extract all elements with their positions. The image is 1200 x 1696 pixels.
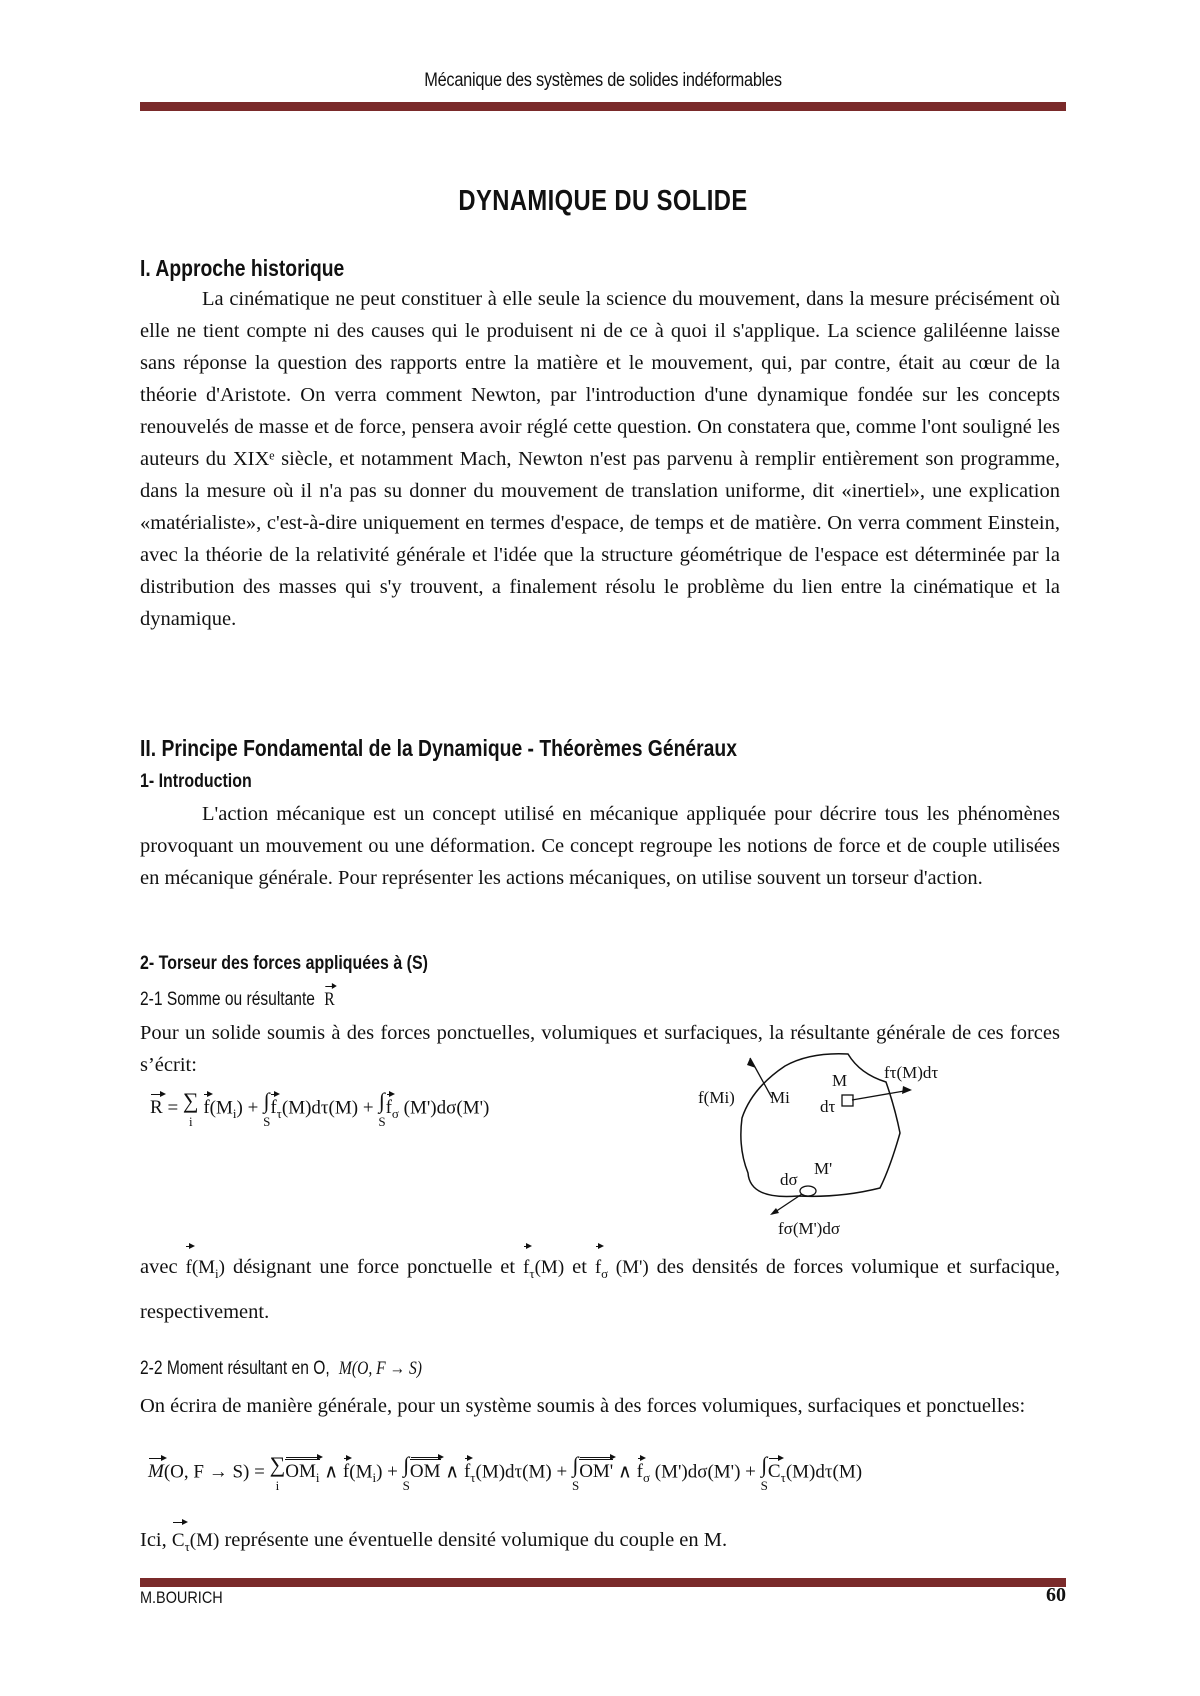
subsection-2-1-paragraph: Pour un solide soumis à des forces ponctuelles, volumiques et surfaciques, la résultante générale de ces forces s’écrit: (140, 1022, 1060, 1076)
label-f-tau: fτ(M)dτ (884, 1063, 939, 1082)
page-number: 60 (1046, 1584, 1066, 1606)
subsection-2-1-after-text: avec $f(M_i)$ désignant une force ponctuelle et $f_\tau(M)$ et $f_\sigma$ (M') des densités de forces volumique et surfacique, respectivement. (140, 1248, 1060, 1331)
resultant-symbol: R (324, 989, 335, 1010)
moment-symbol: M(O, F → S) (338, 1358, 422, 1379)
label-m: M (832, 1071, 848, 1090)
force-diagram (690, 1048, 980, 1243)
label-dtau: dτ (820, 1097, 836, 1116)
section-2-heading: II. Principe Fondamental de la Dynamique - Théorèmes Généraux (140, 735, 737, 761)
label-f-sigma: fσ(M')dσ (778, 1219, 840, 1238)
subsection-2-1-heading (140, 989, 335, 1011)
resultant-formula: R = ∑ i $f(M_i)$ + ∫ S $f_\tau(M)d\tau(M)$ + ∫ S $f_\sigma$ (M')dσ(M') (150, 1088, 490, 1129)
header-rule (140, 102, 1066, 111)
label-mi: Mi (770, 1088, 790, 1107)
footer-author: M.BOURICH (140, 1588, 223, 1607)
f-tau-arrowhead (902, 1086, 912, 1094)
subsection-2-2-label: 2-2 Moment résultant en O, (140, 1358, 330, 1379)
moment-formula: M(O, F → S) = ∑ i $OM_i$ ∧ $f(M_i)$ + ∫ S OM ∧ $f_\tau(M)d\tau(M)$ + ∫ S OM' ∧ $f_\sigma$ (M')dσ(M') + ∫ S $C_\tau(M)d\tau(M)$ (148, 1452, 863, 1493)
subsection-2-1-label: 2-1 Somme ou résultante (140, 989, 315, 1010)
page-title: DYNAMIQUE DU SOLIDE (458, 185, 748, 217)
surface-element (800, 1186, 816, 1196)
subsection-2-2-paragraph: On écrira de manière générale, pour un système soumis à des forces volumiques, surfaciques et ponctuelles: (140, 1395, 1026, 1417)
subsection-1-paragraph: L'action mécanique est un concept utilisé en mécanique appliquée pour décrire tous les phénomènes provoquant un mouvement ou une déformation. Ce concept regroupe les notions de force et de couple utilisées en mécanique générale. Pour représenter les actions mécaniques, on utilise souvent un torseur d'action. (140, 803, 1060, 889)
subsection-2-2-heading (140, 1358, 422, 1380)
subsection-2-2-closing: Ici, $C_\tau(M)$ représente une éventuelle densité volumique du couple en M. (140, 1524, 1060, 1563)
running-header: Mécanique des systèmes de solides indéformables (424, 70, 782, 91)
f-tau-arrow (852, 1090, 910, 1100)
label-f-mi: f(Mi) (698, 1088, 735, 1107)
section-1-heading: I. Approche historique (140, 255, 345, 281)
footer-rule (140, 1578, 1066, 1587)
volume-element (842, 1095, 853, 1106)
label-m-prime: M' (814, 1159, 833, 1178)
label-dsigma: dσ (780, 1170, 798, 1189)
f-sigma-arrowhead (770, 1208, 779, 1215)
subsection-1-heading: 1- Introduction (140, 771, 252, 792)
section-1-paragraph: La cinématique ne peut constituer à elle seule la science du mouvement, dans la mesure précisément où elle ne tient compte ni des causes qui le produisent ni de ce à quoi il s'applique. La science galiléenne laisse sans réponse la question des rapports entre la matière et le mouvement, qui, par contre, était au cœur de la théorie d'Aristote. On verra comment Newton, par l'introduction d'une dynamique fondée sur les concepts renouvelés de masse et de force, pensera avoir réglé cette question. On constatera que, comme l'ont souligné les auteurs du XIXᵉ siècle, et notamment Mach, Newton n'est pas parvenu à remplir entièrement son programme, dans la mesure où il n'a pas su donner du mouvement de translation uniforme, dit «inertiel», une explication «matérialiste», c'est-à-dire uniquement en termes d'espace, de temps et de matière. On verra comment Einstein, avec la théorie de la relativité générale et l'idée que la structure géométrique de l'espace est déterminée par la distribution des masses qui s'y trouvent, a finalement résolu le problème du lien entre la cinématique et la dynamique. (140, 288, 1060, 630)
subsection-2-heading: 2- Torseur des forces appliquées à (S) (140, 953, 428, 974)
